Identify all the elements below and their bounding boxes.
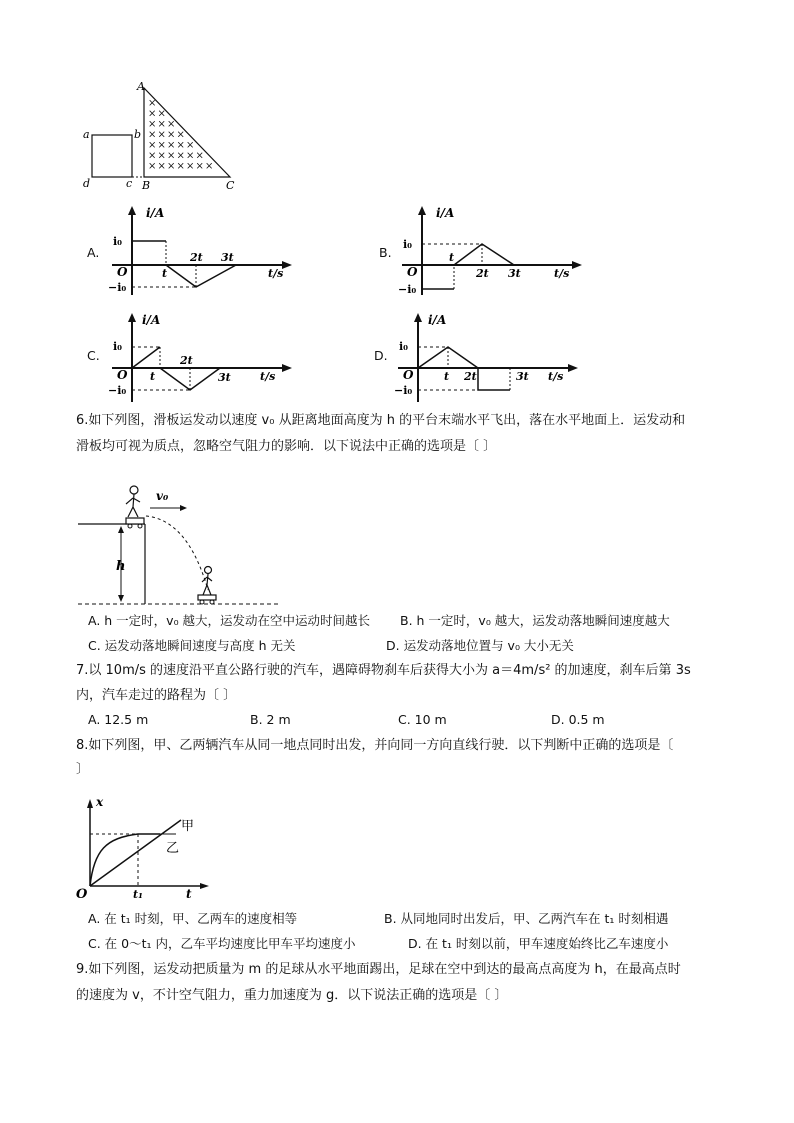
q9-line2: 的速度为 v，不计空气阻力，重力加速度为 g．以下说法正确的选项是〔 〕 [76, 988, 508, 1003]
label-d: d [83, 177, 91, 190]
field-cross: × [157, 150, 166, 162]
q9-line1: 9.如下列图，运发动把质量为 m 的足球从水平地面踢出，足球在空中到达的最高点高度为 h，在最高点时 [76, 962, 681, 977]
q8-option-d: D. 在 t₁ 时刻以前，甲车速度始终比乙车速度小 [408, 936, 669, 951]
square-loop [92, 135, 132, 177]
label-a: a [83, 128, 90, 141]
q8-option-b: B. 从同地同时出发后，甲、乙两汽车在 t₁ 时刻相遇 [384, 911, 669, 926]
field-cross: × [148, 150, 157, 162]
q8-option-c: C. 在 0～t₁ 内，乙车平均速度比甲车平均速度小 [88, 936, 356, 951]
field-cross: × [167, 161, 176, 172]
q8-option-a: A. 在 t₁ 时刻，甲、乙两车的速度相等 [88, 911, 298, 926]
q8-line1: 8.如下列图，甲、乙两辆汽车从同一地点同时出发，并向同一方向直线行驶．以下判断中正确的选项是〔 [76, 738, 674, 753]
graph-a-i0: i₀ [113, 235, 122, 248]
graph-a [108, 203, 298, 298]
q7-option-b: B. 2 m [250, 712, 291, 727]
graph-c-xlabel: t/s [260, 370, 276, 383]
q6-line1: 6.如下列图，滑板运发动以速度 v₀ 从距离地面高度为 h 的平台末端水平飞出，落在水平地面上．运发动和 [76, 413, 686, 428]
graph-c-i0: i₀ [113, 340, 122, 353]
field-cross: × [157, 161, 166, 172]
field-cross: × [176, 150, 185, 162]
label-c: c [126, 177, 133, 190]
q7-line1: 7.以 10m/s 的速度沿平直公路行驶的汽车，遇障碍物刹车后获得大小为 a＝4m/s² 的加速度，刹车后第 3s [76, 663, 691, 678]
q8-line2: 〕 [76, 762, 90, 777]
graph-b-label: B. [379, 245, 392, 260]
graph-a-origin: O [117, 265, 128, 279]
graph-c [108, 310, 298, 405]
field-cross: × [148, 161, 157, 172]
graph-c-ylabel: i/A [142, 313, 161, 327]
q7-option-d: D. 0.5 m [551, 712, 605, 727]
field-cross: × [157, 119, 166, 130]
xt-graph [76, 790, 216, 902]
graph-a-ylabel: i/A [146, 206, 165, 220]
field-cross: × [148, 98, 157, 109]
graph-d-neg-i0: −i₀ [394, 384, 413, 397]
field-cross: × [205, 161, 214, 172]
field-cross: × [167, 119, 176, 130]
xt-yi: 乙 [166, 841, 180, 856]
field-cross: × [186, 150, 195, 162]
field-cross: × [176, 161, 185, 172]
graph-d-label: D. [374, 348, 388, 363]
label-C: C [226, 179, 235, 192]
graph-a-neg-i0: −i₀ [108, 281, 127, 294]
graph-a-tick-3t: 3t [221, 251, 234, 264]
graph-b-neg-i0: −i₀ [398, 283, 417, 296]
field-cross: × [157, 129, 166, 141]
graph-a-tick-t: t [162, 267, 168, 280]
skateboard-figure [78, 480, 338, 608]
graph-a-xlabel: t/s [268, 267, 284, 280]
field-cross: × [195, 161, 204, 172]
q6-option-d: D. 运发动落地位置与 v₀ 大小无关 [386, 638, 574, 653]
loop-field-figure [80, 80, 250, 195]
graph-a-label: A. [87, 245, 100, 260]
graph-b-i0: i₀ [403, 238, 412, 251]
field-cross: × [167, 150, 176, 162]
field-cross: × [186, 140, 195, 151]
graph-b [398, 203, 588, 298]
graph-c-curve [132, 347, 160, 368]
graph-b-tick-t: t [449, 251, 455, 264]
graph-d-ylabel: i/A [428, 313, 447, 327]
field-cross: × [157, 140, 166, 151]
graph-c-tick-2t: 2t [180, 354, 193, 367]
field-cross: × [148, 108, 157, 120]
graph-d-tick-t: t [444, 370, 450, 383]
graph-d-tick-2t: 2t [464, 370, 477, 383]
label-A: A [137, 80, 145, 93]
q6-option-a: A. h 一定时，v₀ 越大，运发动在空中运动时间越长 [88, 613, 371, 628]
xt-origin: O [76, 887, 88, 902]
graph-c-origin: O [117, 368, 128, 382]
v0-label: v₀ [156, 489, 169, 503]
graph-b-tick-2t: 2t [476, 267, 489, 280]
graph-b-origin: O [407, 265, 418, 279]
graph-d-origin: O [403, 368, 414, 382]
xt-jia: 甲 [181, 819, 195, 834]
field-cross: × [148, 129, 157, 141]
field-cross: × [148, 140, 157, 151]
graph-d-tick-3t: 3t [516, 370, 529, 383]
label-b: b [134, 128, 142, 141]
height-label: h [116, 559, 126, 574]
field-cross: × [176, 129, 185, 141]
q6-option-b: B. h 一定时，v₀ 越大，运发动落地瞬间速度越大 [400, 613, 670, 628]
graph-c-tick-t: t [150, 370, 156, 383]
graph-d-xlabel: t/s [548, 370, 564, 383]
graph-c-neg-i0: −i₀ [108, 384, 127, 397]
xt-ylabel: x [96, 795, 104, 809]
q7-line2: 内，汽车走过的路程为〔 〕 [76, 688, 237, 703]
field-cross: × [167, 140, 176, 151]
q7-option-c: C. 10 m [398, 712, 447, 727]
field-crosses [148, 98, 213, 172]
graph-b-ylabel: i/A [436, 206, 455, 220]
field-cross: × [167, 129, 176, 141]
graph-a-tick-2t: 2t [190, 251, 203, 264]
graph-c-tick-3t: 3t [218, 371, 231, 384]
q7-option-a: A. 12.5 m [88, 712, 149, 727]
field-cross: × [148, 119, 157, 130]
field-cross: × [195, 150, 204, 162]
label-B: B [142, 179, 151, 192]
q6-line2: 滑板均可视为质点，忽略空气阻力的影响．以下说法中正确的选项是〔 〕 [76, 439, 497, 454]
graph-b-tick-3t: 3t [508, 267, 521, 280]
graph-d [394, 310, 584, 405]
xt-t1: t₁ [133, 888, 143, 901]
graph-d-i0: i₀ [399, 340, 408, 353]
field-cross: × [176, 140, 185, 151]
q6-option-c: C. 运发动落地瞬间速度与高度 h 无关 [88, 638, 296, 653]
field-cross: × [186, 161, 195, 172]
graph-c-label: C. [87, 348, 100, 363]
xt-t: t [186, 887, 192, 901]
graph-b-xlabel: t/s [554, 267, 570, 280]
field-cross: × [157, 108, 166, 120]
